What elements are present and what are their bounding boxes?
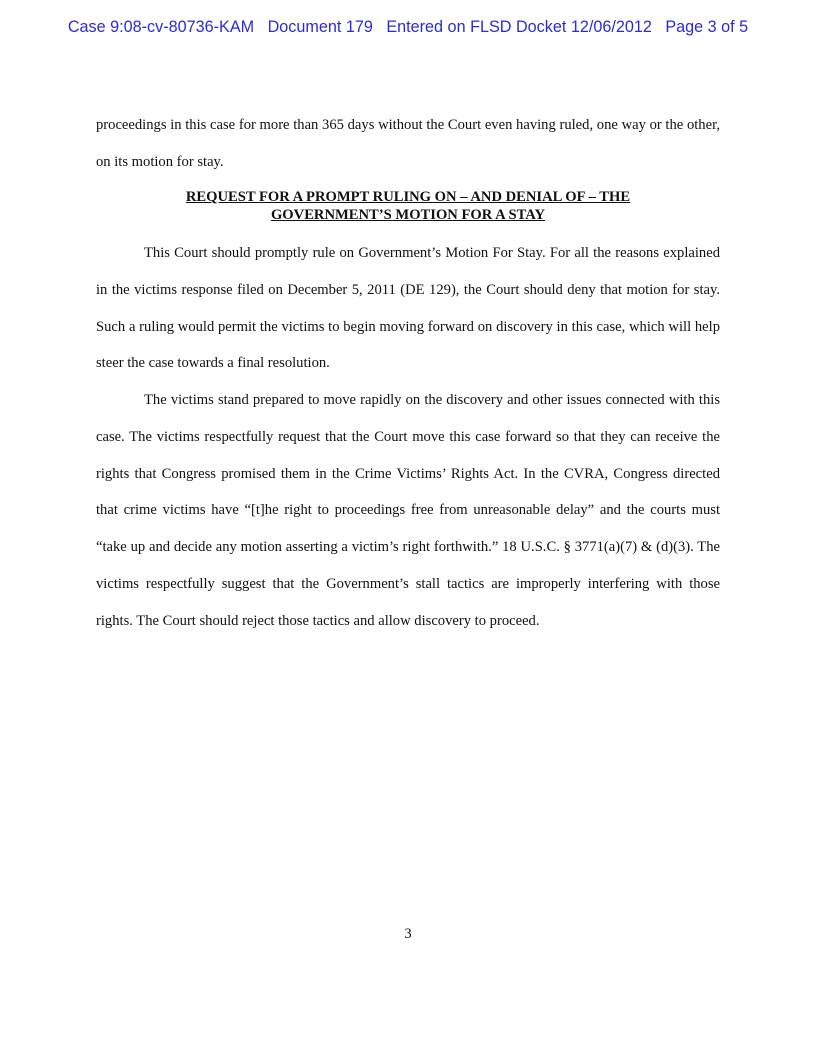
paragraph-victims-prepared: The victims stand prepared to move rapidly on the discovery and other issues connected with this case. The victims respectfully request that the Court move this case forward so that they can receive the rights that Congress promised them in the Crime Victims’ Rights Act. In the CVRA, Congress directed that crime victims have “[t]he right to proceedings free from unreasonable delay” and the courts must “take up and decide any motion asserting a victim’s right forthwith.” 18 U.S.C. § 3771(a)(7) & (d)(3). The victims respectfully suggest that the Government’s stall tactics are improperly interfering with those rights. The Court should reject those tactics and allow discovery to proceed. [96, 392, 720, 629]
section-heading-line-2: GOVERNMENT’S MOTION FOR A STAY [270, 206, 546, 223]
page-number: 3 [404, 926, 412, 942]
docket-header-stamp: Case 9:08-cv-80736-KAM Document 179 Entered on FLSD Docket 12/06/2012 Page 3 of 5 [67, 18, 749, 36]
section-heading-line-1: REQUEST FOR A PROMPT RULING ON – AND DENIAL OF – THE [185, 189, 631, 205]
continuation-paragraph: proceedings in this case for more than 365 days without the Court even having ruled, one way or the other, on its motion for stay. [96, 117, 720, 170]
section-heading [96, 189, 720, 224]
paragraph-prompt-ruling: This Court should promptly rule on Government’s Motion For Stay. For all the reasons explained in the victims response filed on December 5, 2011 (DE 129), the Court should deny that motion for stay. Such a ruling would permit the victims to begin moving forward on discovery in this case, which will help steer the case towards a final resolution. [96, 245, 720, 372]
